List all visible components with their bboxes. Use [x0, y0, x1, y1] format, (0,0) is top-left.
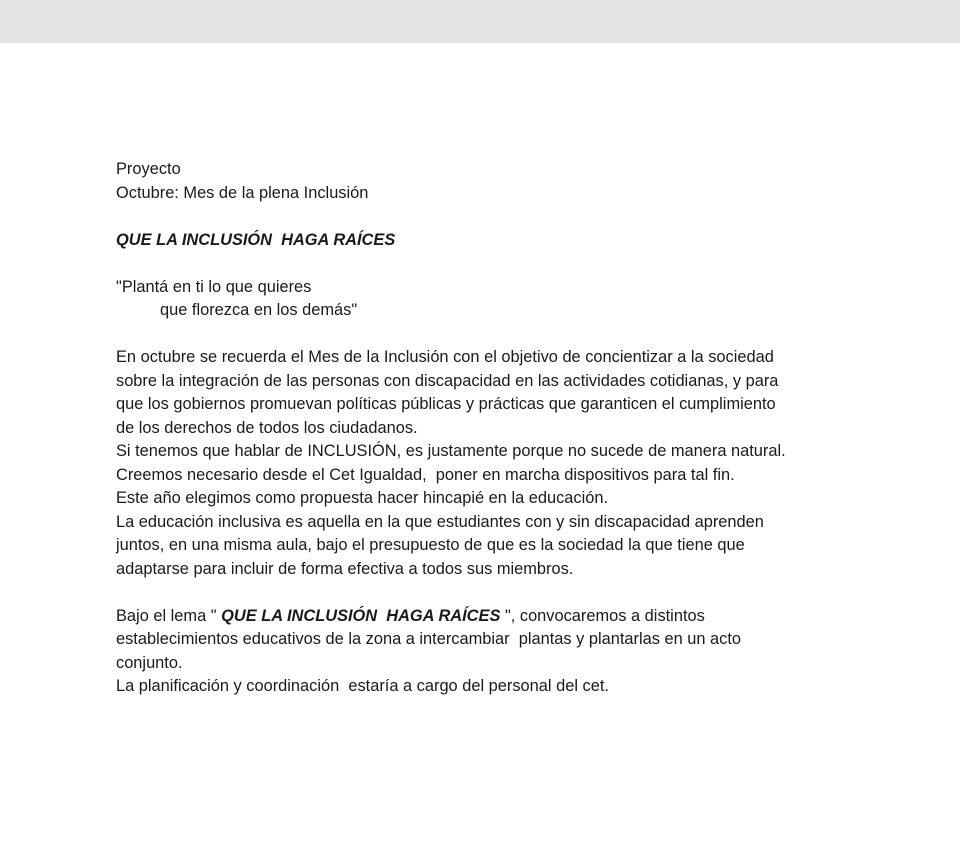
- paragraph-line: Si tenemos que hablar de INCLUSIÓN, es justamente porque no sucede de manera natural.: [116, 442, 786, 460]
- paragraph-line: de los derechos de todos los ciudadanos.: [116, 418, 418, 437]
- paragraph-line: juntos, en una misma aula, bajo el presupuesto de que es la sociedad la que tiene que: [116, 536, 745, 554]
- paragraph-line: adaptarse para incluir de forma efectiva a todos sus miembros.: [116, 559, 574, 578]
- document-content: [116, 158, 856, 699]
- top-bar: [0, 0, 960, 43]
- paragraph-line: establecimientos educativos de la zona a intercambiar plantas y plantarlas en un acto: [116, 630, 742, 648]
- motto-suffix: ", convocaremos a distintos: [500, 606, 705, 625]
- document-title: QUE LA INCLUSIÓN HAGA RAÍCES: [116, 230, 396, 249]
- blank-line: [116, 252, 856, 276]
- quote-line-2: que florezca en los demás": [160, 301, 358, 319]
- paragraph-line: La educación inclusiva es aquella en la que estudiantes con y sin discapacidad aprenden: [116, 512, 764, 531]
- paragraph-line: La planificación y coordinación estaría a cargo del personal del cet.: [116, 677, 609, 695]
- paragraph-line: Creemos necesario desde el Cet Igualdad, poner en marcha dispositivos para tal fin.: [116, 465, 735, 484]
- motto-line: [116, 605, 856, 629]
- quote-line-1: "Plantá en ti lo que quieres: [116, 277, 312, 296]
- document-heading-month: Octubre: Mes de la plena Inclusión: [116, 183, 369, 202]
- document-heading-project: Proyecto: [116, 160, 181, 178]
- motto-text: QUE LA INCLUSIÓN HAGA RAÍCES: [221, 606, 501, 625]
- blank-line: [116, 323, 856, 347]
- blank-line: [116, 205, 856, 229]
- paragraph-line: conjunto.: [116, 653, 183, 672]
- paragraph-line: Este año elegimos como propuesta hacer hincapié en la educación.: [116, 489, 609, 507]
- paragraph-line: que los gobiernos promuevan políticas públicas y prácticas que garanticen el cumplimiento: [116, 395, 776, 413]
- paragraph-line: En octubre se recuerda el Mes de la Inclusión con el objetivo de concientizar a la sociedad: [116, 348, 774, 366]
- motto-prefix: Bajo el lema ": [116, 606, 222, 625]
- blank-line: [116, 581, 856, 605]
- paragraph-line: sobre la integración de las personas con discapacidad en las actividades cotidianas, y para: [116, 371, 779, 390]
